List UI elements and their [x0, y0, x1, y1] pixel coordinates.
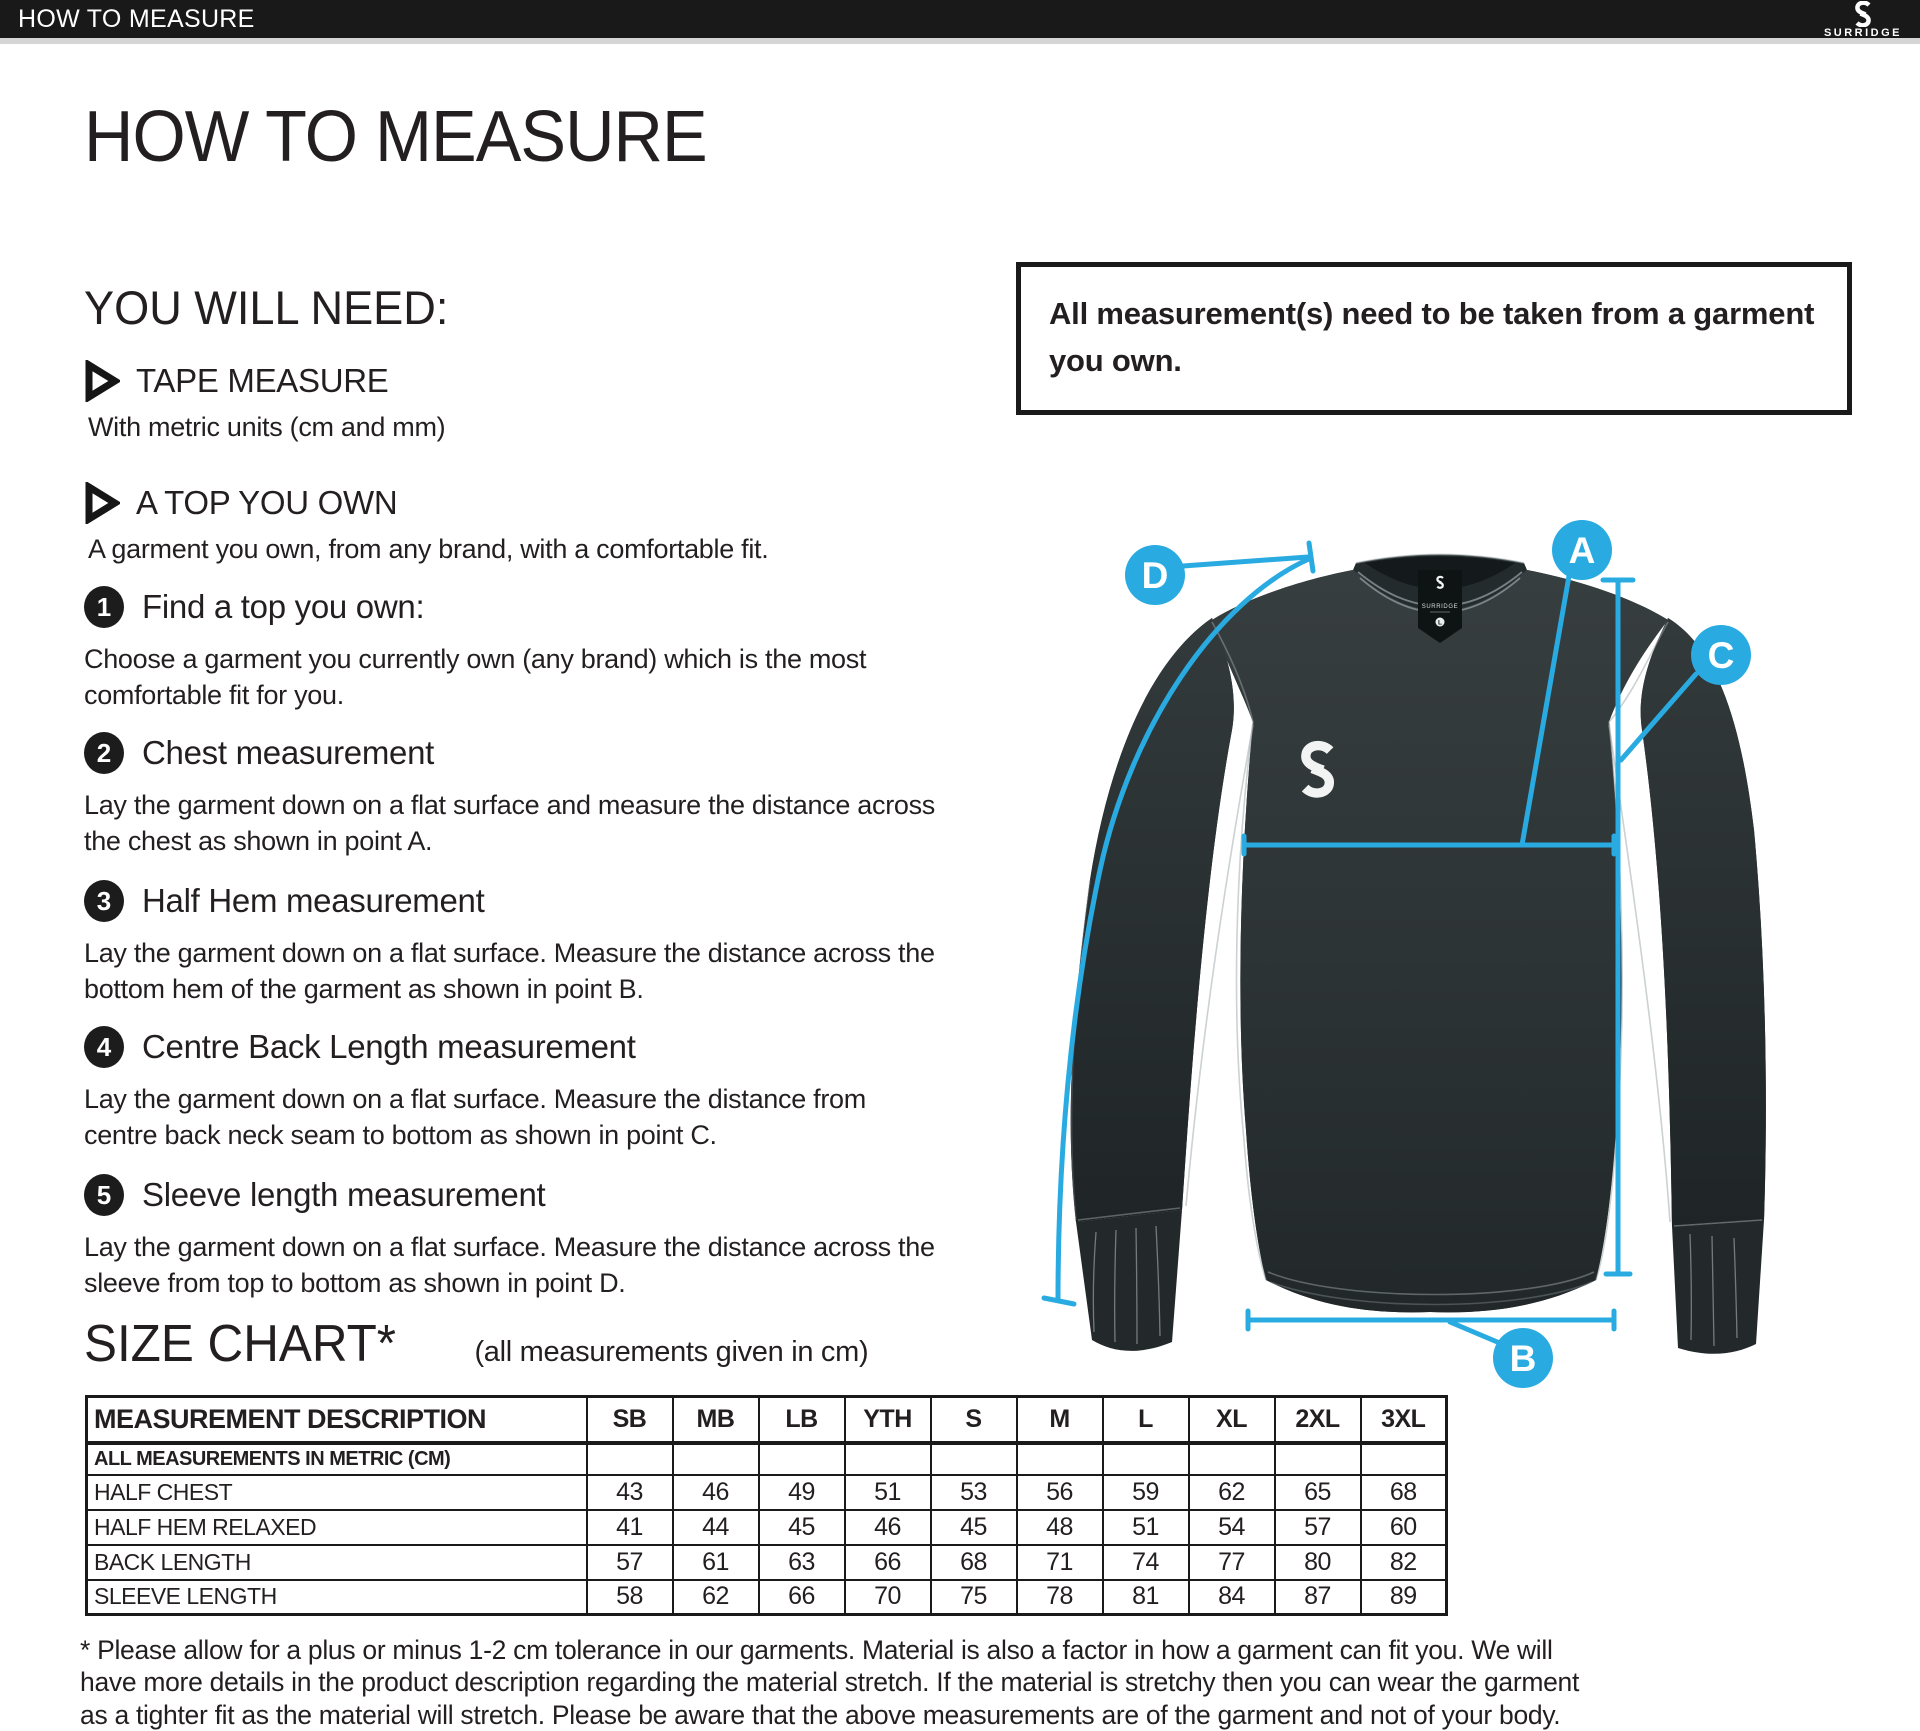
step-number-badge: 1 — [84, 586, 124, 628]
surridge-logo — [1824, 1, 1902, 39]
table-header-row — [87, 1397, 1447, 1443]
column-header-l: L — [1103, 1397, 1189, 1443]
unit-row — [87, 1443, 1447, 1475]
step-number-badge: 3 — [84, 880, 124, 922]
empty-cell — [931, 1443, 1017, 1475]
row-label: BACK LENGTH — [87, 1545, 587, 1580]
step-1-heading — [84, 586, 424, 628]
need-item-label: A TOP YOU OWN — [136, 484, 398, 521]
step-5-heading — [84, 1174, 545, 1216]
cell: 43 — [587, 1475, 673, 1510]
cell: 45 — [931, 1510, 1017, 1545]
empty-cell — [1189, 1443, 1275, 1475]
size-chart-heading: SIZE CHART* — [84, 1315, 397, 1373]
step-3-heading — [84, 880, 484, 922]
step-title: Sleeve length measurement — [142, 1176, 546, 1213]
empty-cell — [673, 1443, 759, 1475]
cell: 57 — [587, 1545, 673, 1580]
cell: 62 — [673, 1580, 759, 1615]
column-header-mb: MB — [673, 1397, 759, 1443]
unit-row-label: ALL MEASUREMENTS IN METRIC (CM) — [87, 1443, 587, 1475]
cell: 60 — [1361, 1510, 1447, 1545]
step-title: Half Hem measurement — [142, 882, 485, 919]
cell: 68 — [1361, 1475, 1447, 1510]
cell: 66 — [759, 1580, 845, 1615]
need-item-tape-measure — [84, 360, 389, 402]
cell: 66 — [845, 1545, 931, 1580]
cell: 46 — [673, 1475, 759, 1510]
cell: 57 — [1275, 1510, 1361, 1545]
step-title: Chest measurement — [142, 734, 435, 771]
cell: 45 — [759, 1510, 845, 1545]
cell: 75 — [931, 1580, 1017, 1615]
marker-a: A — [1568, 530, 1596, 571]
need-item-label: TAPE MEASURE — [136, 362, 389, 399]
top-bar-title: HOW TO MEASURE — [18, 4, 255, 33]
step-title: Find a top you own: — [142, 588, 425, 625]
marker-b: B — [1509, 1338, 1537, 1379]
page-title: HOW TO MEASURE — [84, 97, 707, 177]
cell: 54 — [1189, 1510, 1275, 1545]
need-item-top-you-own — [84, 482, 397, 524]
cell: 87 — [1275, 1580, 1361, 1615]
cell: 46 — [845, 1510, 931, 1545]
cell: 51 — [1103, 1510, 1189, 1545]
size-chart-subheading: (all measurements given in cm) — [474, 1336, 869, 1368]
size-chart-table — [85, 1395, 1448, 1616]
surridge-s-icon — [1854, 1, 1872, 27]
column-header-s: S — [931, 1397, 1017, 1443]
cell: 56 — [1017, 1475, 1103, 1510]
marker-b-pointer — [1450, 1322, 1502, 1344]
table-row-sleeve-length — [87, 1580, 1447, 1615]
step-number-badge: 5 — [84, 1174, 124, 1216]
marker-d-pointer — [1183, 557, 1308, 566]
cell: 58 — [587, 1580, 673, 1615]
cell: 78 — [1017, 1580, 1103, 1615]
footnote: * Please allow for a plus or minus 1-2 cm tolerance in our garments. Material is also a factor in how a garment can fit you. We will have more details in the product description regarding the material stretch. If the material is stretchy then you can wear the garment as a tighter fit as the material will stretch. Please be aware that the above measurements are of the garment and not of your body. — [80, 1635, 1580, 1730]
step-5-description: Lay the garment down on a flat surface. Measure the distance across the sleeve from top to bottom as shown in point D. — [84, 1232, 935, 1298]
step-2-heading — [84, 732, 434, 774]
step-title: Centre Back Length measurement — [142, 1028, 636, 1065]
empty-cell — [1017, 1443, 1103, 1475]
cell: 84 — [1189, 1580, 1275, 1615]
cell: 44 — [673, 1510, 759, 1545]
empty-cell — [759, 1443, 845, 1475]
empty-cell — [587, 1443, 673, 1475]
cell: 89 — [1361, 1580, 1447, 1615]
cell: 48 — [1017, 1510, 1103, 1545]
cell: 41 — [587, 1510, 673, 1545]
cell: 51 — [845, 1475, 931, 1510]
brand-name: SURRIDGE — [1823, 26, 1902, 39]
row-label: HALF HEM RELAXED — [87, 1510, 587, 1545]
cell: 70 — [845, 1580, 931, 1615]
cell: 63 — [759, 1545, 845, 1580]
table-row-half-chest — [87, 1475, 1447, 1510]
cell: 53 — [931, 1475, 1017, 1510]
column-header-m: M — [1017, 1397, 1103, 1443]
cell: 59 — [1103, 1475, 1189, 1510]
step-number-badge: 2 — [84, 732, 124, 774]
play-icon — [84, 360, 120, 402]
garment-right-cuff — [1672, 1220, 1764, 1354]
table-row-half-hem — [87, 1510, 1447, 1545]
empty-cell — [1103, 1443, 1189, 1475]
cell: 81 — [1103, 1580, 1189, 1615]
top-bar — [0, 0, 1920, 44]
marker-d: D — [1141, 555, 1169, 596]
need-item-description: A garment you own, from any brand, with a comfortable fit. — [88, 534, 769, 564]
column-header-yth: YTH — [845, 1397, 931, 1443]
cell: 49 — [759, 1475, 845, 1510]
cell: 77 — [1189, 1545, 1275, 1580]
row-label: HALF CHEST — [87, 1475, 587, 1510]
neck-label — [1418, 570, 1462, 643]
play-icon — [84, 482, 120, 524]
step-4-description: Lay the garment down on a flat surface. Measure the distance from centre back neck seam to bottom as shown in point C. — [84, 1084, 866, 1150]
cell: 62 — [1189, 1475, 1275, 1510]
column-header-3xl: 3XL — [1361, 1397, 1447, 1443]
neck-label-size: L — [1438, 619, 1442, 627]
cell: 61 — [673, 1545, 759, 1580]
column-header-sb: SB — [587, 1397, 673, 1443]
column-header-description: MEASUREMENT DESCRIPTION — [87, 1397, 587, 1443]
you-will-need-heading: YOU WILL NEED: — [84, 281, 449, 334]
empty-cell — [845, 1443, 931, 1475]
step-number-badge: 4 — [84, 1026, 124, 1068]
need-item-description: With metric units (cm and mm) — [88, 412, 446, 442]
size-chart-header — [84, 1314, 868, 1374]
table-row-back-length — [87, 1545, 1447, 1580]
cell: 74 — [1103, 1545, 1189, 1580]
column-header-lb: LB — [759, 1397, 845, 1443]
cell: 82 — [1361, 1545, 1447, 1580]
row-label: SLEEVE LENGTH — [87, 1580, 587, 1615]
cell: 68 — [931, 1545, 1017, 1580]
cell: 71 — [1017, 1545, 1103, 1580]
empty-cell — [1361, 1443, 1447, 1475]
notice-box: All measurement(s) need to be taken from a garment you own. — [1016, 262, 1852, 415]
garment-left-cuff — [1076, 1210, 1182, 1351]
step-3-description: Lay the garment down on a flat surface. Measure the distance across the bottom hem of the garment as shown in point B. — [84, 938, 935, 1004]
column-header-2xl: 2XL — [1275, 1397, 1361, 1443]
step-2-description: Lay the garment down on a flat surface and measure the distance across the chest as shown in point A. — [84, 790, 936, 856]
cell: 65 — [1275, 1475, 1361, 1510]
cell: 80 — [1275, 1545, 1361, 1580]
column-header-xl: XL — [1189, 1397, 1275, 1443]
step-4-heading — [84, 1026, 636, 1068]
marker-c: C — [1707, 635, 1735, 676]
step-1-description: Choose a garment you currently own (any brand) which is the most comfortable fit for you. — [84, 644, 867, 710]
garment-diagram — [1020, 400, 1800, 1400]
empty-cell — [1275, 1443, 1361, 1475]
neck-label-brand: SURRIDGE — [1421, 604, 1459, 610]
